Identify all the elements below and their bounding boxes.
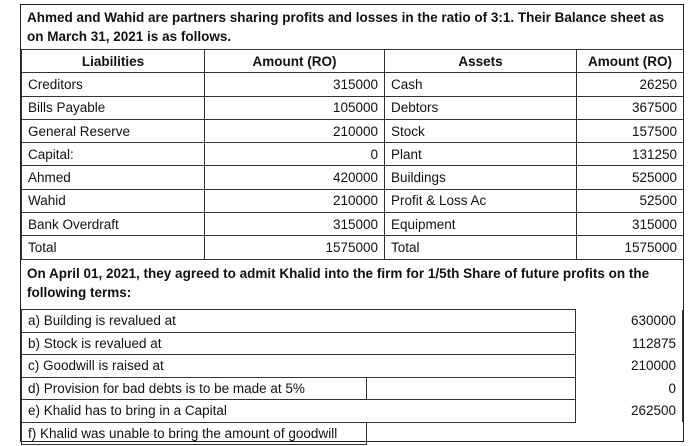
term-spacer <box>366 422 575 445</box>
liability-name: Creditors <box>22 73 205 96</box>
table-row <box>22 143 684 166</box>
table-row <box>22 189 684 212</box>
asset-name: Equipment <box>385 213 577 236</box>
liability-amount: 0 <box>205 143 385 166</box>
term-value <box>576 422 683 445</box>
terms-table <box>21 309 683 445</box>
balance-sheet-table <box>21 49 684 260</box>
term-row <box>22 355 683 378</box>
header-liabilities: Liabilities <box>22 50 205 73</box>
term-value: 0 <box>576 377 683 400</box>
liability-name: Bills Payable <box>22 96 205 119</box>
asset-amount: 52500 <box>577 189 684 212</box>
liability-name: Ahmed <box>22 166 205 189</box>
total-row <box>22 236 684 259</box>
table-row <box>22 166 684 189</box>
asset-amount: 131250 <box>577 143 684 166</box>
term-text: d) Provision for bad debts is to be made at 5% <box>22 377 367 400</box>
liability-name: Wahid <box>22 189 205 212</box>
asset-name: Cash <box>385 73 577 96</box>
term-value: 210000 <box>576 355 683 378</box>
liability-name: Capital: <box>22 143 205 166</box>
term-row <box>22 377 683 400</box>
liability-amount: 315000 <box>205 213 385 236</box>
liability-amount: 210000 <box>205 189 385 212</box>
asset-amount: 26250 <box>577 73 684 96</box>
liability-amount: 105000 <box>205 96 385 119</box>
table-row <box>22 213 684 236</box>
table-row <box>22 96 684 119</box>
term-value: 112875 <box>576 332 683 355</box>
asset-amount: 525000 <box>577 166 684 189</box>
term-value: 630000 <box>576 310 683 333</box>
admission-paragraph: On April 01, 2021, they agreed to admit Khalid into the firm for 1/5th Share of future profits on the following terms: <box>27 266 650 300</box>
asset-name: Stock <box>385 119 577 142</box>
asset-name: Debtors <box>385 96 577 119</box>
table-row <box>22 73 684 96</box>
liability-amount: 315000 <box>205 73 385 96</box>
liability-total-label: Total <box>22 236 205 259</box>
term-row <box>22 310 683 333</box>
balance-sheet-header-row <box>22 50 684 73</box>
term-value: 262500 <box>576 400 683 423</box>
term-text: b) Stock is revalued at <box>22 332 576 355</box>
term-text: f) Khalid was unable to bring the amount of goodwill <box>22 422 367 445</box>
asset-amount: 157500 <box>577 119 684 142</box>
term-text: e) Khalid has to bring in a Capital <box>22 400 576 423</box>
liability-total-amount: 1575000 <box>205 236 385 259</box>
liability-amount: 210000 <box>205 119 385 142</box>
liability-name: Bank Overdraft <box>22 213 205 236</box>
liability-amount: 420000 <box>205 166 385 189</box>
asset-amount: 367500 <box>577 96 684 119</box>
header-assets-amount: Amount (RO) <box>577 50 684 73</box>
asset-total-label: Total <box>385 236 577 259</box>
header-liabilities-amount: Amount (RO) <box>205 50 385 73</box>
asset-name: Plant <box>385 143 577 166</box>
term-text: c) Goodwill is raised at <box>22 355 576 378</box>
table-row <box>22 119 684 142</box>
asset-name: Buildings <box>385 166 577 189</box>
term-row <box>22 422 683 445</box>
term-spacer <box>366 377 575 400</box>
asset-name: Profit & Loss Ac <box>385 189 577 212</box>
problem-sheet <box>20 4 684 442</box>
asset-total-amount: 1575000 <box>577 236 684 259</box>
term-row <box>22 332 683 355</box>
intro-paragraph: Ahmed and Wahid are partners sharing profits and losses in the ratio of 3:1. Their Balance sheet as on March 31, 2021 is as follows. <box>27 10 665 44</box>
asset-amount: 315000 <box>577 213 684 236</box>
header-assets: Assets <box>385 50 577 73</box>
liability-name: General Reserve <box>22 119 205 142</box>
term-row <box>22 400 683 423</box>
term-text: a) Building is revalued at <box>22 310 576 333</box>
